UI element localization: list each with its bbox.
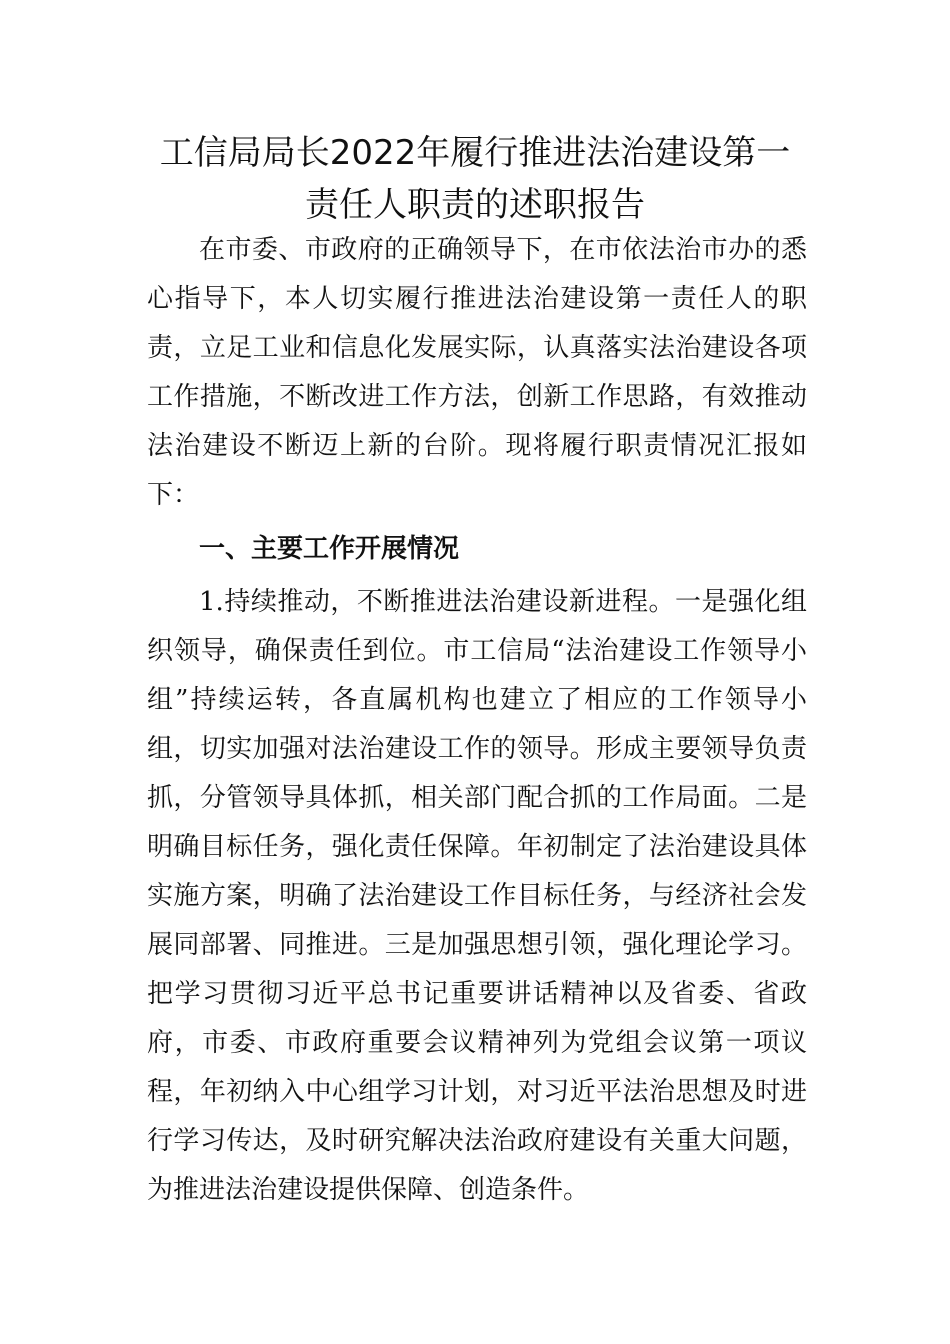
- intro-line: 法治建设不断迈上新的台阶。现将履行职责情况汇报如: [147, 431, 807, 461]
- intro-line: 工作措施，不断改进工作方法，创新工作思路，有效推动: [147, 382, 807, 412]
- intro-line: 责，立足工业和信息化发展实际，认真落实法治建设各项: [147, 333, 807, 363]
- body-line: 府，市委、市政府重要会议精神列为党组会议第一项议: [147, 1028, 807, 1058]
- document-title-line-2: 责任人职责的述职报告: [305, 185, 645, 225]
- body-line: 展同部署、同推进。三是加强思想引领，强化理论学习。: [147, 930, 807, 960]
- body-line: 明确目标任务，强化责任保障。年初制定了法治建设具体: [147, 832, 807, 862]
- body-line: 行学习传达，及时研究解决法治政府建设有关重大问题，: [147, 1126, 807, 1156]
- body-line: 抓，分管领导具体抓，相关部门配合抓的工作局面。二是: [147, 783, 807, 813]
- body-line: 程，年初纳入中心组学习计划，对习近平法治思想及时进: [147, 1077, 807, 1107]
- intro-line: 下：: [147, 480, 200, 510]
- body-line: 组”持续运转，各直属机构也建立了相应的工作领导小: [147, 685, 807, 715]
- intro-line: 心指导下，本人切实履行推进法治建设第一责任人的职: [147, 284, 807, 314]
- document-title-line-1: 工信局局长2022年履行推进法治建设第一: [159, 133, 791, 173]
- body-line: 1.持续推动，不断推进法治建设新进程。一是强化组: [199, 587, 807, 617]
- body-line: 组，切实加强对法治建设工作的领导。形成主要领导负责: [147, 734, 807, 764]
- body-line: 实施方案，明确了法治建设工作目标任务，与经济社会发: [147, 881, 807, 911]
- intro-line: 在市委、市政府的正确领导下，在市依法治市办的悉: [199, 235, 807, 265]
- section-heading: 一、主要工作开展情况: [199, 534, 460, 564]
- body-line: 为推进法治建设提供保障、创造条件。: [147, 1175, 590, 1205]
- body-line: 织领导，确保责任到位。市工信局“法治建设工作领导小: [147, 636, 807, 666]
- body-line: 把学习贯彻习近平总书记重要讲话精神以及省委、省政: [147, 979, 807, 1009]
